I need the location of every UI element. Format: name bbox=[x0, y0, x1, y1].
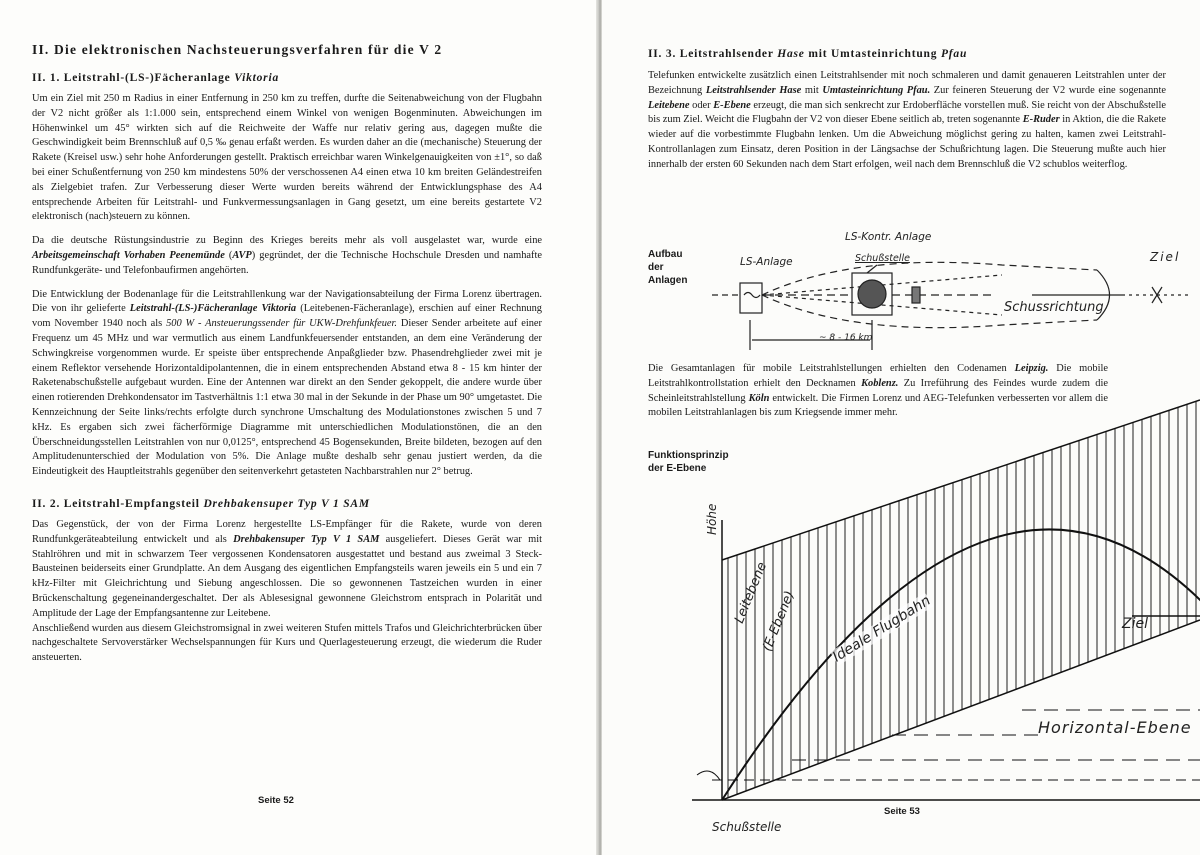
setup-diagram bbox=[702, 225, 1200, 360]
paragraph: Das Gegenstück, der von der Firma Lorenz hergestellte LS-Empfänger für die Rakete, wurde von deren Rundfunkgeräteabteilung entwickelt und als Drehbakensuper Typ V 1 SAM ausgeliefert. Dieses Gerät war mit Stahlröhren und mit in schwarzem Teer vergossenen Kondensatoren ausgestattet und bestand aus zweimal 3 Steck-Bausteinen beiderseits einer Grundplatte. An dem Ausgang des eigentlichen Empfangsteils waren jeweils ein 5 und ein 7 kHz-Filter mit Gleichrichtung und Siebung angeschlossen. Die so gewonnenen Tastzeichen wurden in einer Brückenschaltung gegeneinandergeschaltet. Der als Ablesesignal gewonnene Gleichstrom entsprach in Polarität und Amplitude der Lage der Empfangsantenne zur Leitebene. bbox=[32, 518, 542, 619]
paragraph: Die Entwicklung der Bodenanlage für die Leitstrahllenkung war der Navigationsabteilung der Firma Lorenz übertragen. Die von ihr gelieferte Leitstrahl-(LS-)Fächeranlage Viktoria (Leitebenen-Fächeranlage), erschien auf einer Rechnung vom November 1940 noch als 500 W - Ansteuerungssender für UKW-Drehfunkfeuer. Dieser Sender arbeitete auf einer Frequenz um 45 MHz und war vermutlich aus einem Landfunkfeuersender entstanden, an dem eine Veränderung der Schwingkreise vorgenommen wurde. Er speiste über entsprechende Anpaßglieder bzw. Phasendrehglieder zwei mit je einem Reflektor versehende Horizontaldipolantennen, die in einem entsprechenden Abstand etwa 8 - 15 km hinter der Raketenabschußstelle aufgebaut wurden. Eine der Antennen war direkt an den Sender gekoppelt, die andere wurde über einen rotierenden Drehkondensator im Tastverhältnis 1:1 etwa 30 mal in der Sekunde in der Phase um 90° umgetastet. Die Kennzeichnung der Seite links/rechts erfolgte durch synchrone Umschaltung des Modulationstones zwischen 5 und 7 kHz. Es ergaben sich zwei fächerförmige Diagramme mit unterschiedlichen Modulationstönen, die an den Überschneidungsstellen Leitstrahlen von nur 0,0125°, entsprechend 45 Bogensekunden, Breite bildeten, bezogen auf den Amplitudenunterschied der Modulation von 5%. Die Anlage mußte deshalb sehr genau justiert werden, da die Eindeutigkeit des Hauptleitstrahls gegenüber den seitenverkehrt getasteten Nachbarstrahlen nur 2° betrug. bbox=[32, 288, 542, 478]
page-number-left: Seite 52 bbox=[258, 795, 294, 806]
section-heading-ii-3: II. 3. Leitstrahlsender Hase mit Umtasteinrichtung Pfau bbox=[648, 48, 968, 60]
e-ebene-diagram bbox=[692, 380, 1200, 820]
left-page bbox=[0, 0, 598, 855]
ground-line bbox=[722, 620, 1200, 800]
section-heading-text: II. 1. Leitstrahl-(LS-)Fächeranlage bbox=[32, 72, 231, 84]
label-ls-anlage: LS-Anlage bbox=[740, 256, 793, 268]
left-page-content bbox=[32, 42, 542, 675]
label-schussstelle-top: Schußstelle bbox=[855, 253, 910, 264]
ls-anlage-box bbox=[740, 283, 762, 313]
label-schussstelle: Schußstelle bbox=[712, 820, 782, 834]
paragraph: Die Gesamtanlagen für mobile Leitstrahlstellungen erhielten den Codenamen Leipzig. Die mobile Leitstrahlkontrollstation erhielt den Decknamen Koblenz. Zu Irreführung des Feindes wurde zudem die Scheinleitstrahlstellung Köln entwickelt. Die Firmen Lorenz und AEG-Telefunken verbesserten vor allem die mobilen Leitstrahlanlagen bis zum Kriegsende immer mehr. bbox=[648, 363, 1109, 419]
label-ziel-top: Ziel bbox=[1150, 250, 1181, 264]
paragraph: Anschließend wurden aus diesem Gleichstromsignal in zwei weiteren Stufen mittels Trafos und Gleichrichterbrücken über nachgeschaltete Servoverstärker Wechselspannungen für Kurs und Querlagesteuerung erzeugt, die wiederum die Ruder ansteuerten. bbox=[32, 622, 542, 664]
diagram1-caption: Aufbau der Anlagen bbox=[648, 249, 688, 286]
paragraph: Um ein Ziel mit 250 m Radius in einer Entfernung in 250 km zu treffen, durfte die Seitenabweichung von der Flugbahn der V2 nicht größer als 1:1.000 sein, entsprechend einem Winkel von wenigen Bogenminuten. Abweichungen im Höhenwinkel um 45° wirkten sich auf die Reichweite der Waffe nur relativ gering aus, dagegen mußte die Geschwindigkeit beim Brennschluß auf 0,5 ‰ genau erfaßt werden. Es wurden daher an die (mechanische) Steuerung der Rakete (Kreisel usw.) sehr hohe Anforderungen gestellt. Praktisch erreichbar waren Winkelgenauigkeiten von ±1°, so daß bei einer Schußentfernung von 250 km mindestens 50% der verschossenen A4 einen etwa 10 km breiten Geländestreifen als Zielgebiet trafen. Zur Verbesserung dieser Werte wurden bereits während der Entwicklungsphase des A4 entsprechende Arbeiten für Leitstrahl- und Funkvermessungsanlagen in Gang gesetzt, um eine bereits gestartete V2 elektronisch (nach)steuern zu können. bbox=[32, 93, 542, 223]
paragraph: Telefunken entwickelte zusätzlich einen Leitstrahlsender mit noch schmaleren und damit genaueren Leitstrahlen unter der Bezeichnung Leitstrahlsender Hase mit Umtasteinrichtung Pfau. Zur feineren Steuerung der V2 wurde eine sogenannte Leitebene oder E-Ebene erzeugt, die man sich senkrecht zur Erdoberfläche vorstellen muß. Sie reicht von der Abschußstelle bis zum Ziel. Weicht die Flugbahn der V2 von dieser Ebene seitlich ab, treten sogenannte E-Ruder in Aktion, die die Rakete wieder auf die vorbestimmte Flugbahn lenken. Um die Abweichung möglichst gering zu halten, kamen zwei Leitstrahl-Kontrollanlagen zum Einsatz, deren Position in der Längsachse der Schußrichtung lagen. Die Steuerung mußte auch hier innerhalb der ersten 60 Sekunden nach dem Start erfolgen, weil nach dem Brennschluß die V2 schublos weiterflog. bbox=[648, 70, 1166, 170]
schussstelle-marker bbox=[912, 287, 920, 303]
ideal-trajectory bbox=[722, 529, 1200, 800]
right-page-content bbox=[648, 48, 1166, 182]
section-heading-emphasis: Viktoria bbox=[234, 72, 279, 84]
section-heading-ii-2 bbox=[32, 498, 542, 510]
section-heading-emphasis: Drehbakensuper Typ V 1 SAM bbox=[203, 497, 370, 510]
label-schussrichtung: Schussrichtung bbox=[1004, 300, 1104, 315]
section-heading-ii-1 bbox=[32, 72, 542, 84]
diagram2-caption: Funktionsprinzip der E-Ebene bbox=[648, 450, 729, 474]
label-distance: ~ 8 - 16 km bbox=[819, 333, 873, 343]
leitebene-top-edge bbox=[722, 400, 1200, 560]
label-leitebene: Leitebene bbox=[732, 560, 771, 626]
label-hoehe: Höhe bbox=[705, 503, 719, 535]
chapter-title: II. Die elektronischen Nachsteuerungsverfahren für die V 2 bbox=[32, 42, 443, 57]
section-heading-text: II. 2. Leitstrahl-Empfangsteil bbox=[32, 497, 200, 510]
paragraph: Da die deutsche Rüstungsindustrie zu Beginn des Krieges bereits mehr als voll ausgelastet war, wurde eine Arbeitsgemeinschaft Vorhaben Peenemünde (AVP) gegründet, der die Technische Hochschule Dresden und namhafte Rundfunkgeräte- und Telefonbaufirmen angehörten. bbox=[32, 235, 542, 276]
label-kontroll-anlage: LS-Kontr. Anlage bbox=[845, 231, 932, 243]
page-number-right: Seite 53 bbox=[884, 806, 920, 817]
kontroll-antenna bbox=[858, 280, 886, 308]
label-ziel: Ziel bbox=[1122, 616, 1148, 632]
label-ideale-flugbahn: Ideale Flugbahn bbox=[830, 592, 934, 666]
label-e-ebene: (E-Ebene) bbox=[760, 588, 798, 654]
right-page bbox=[602, 0, 1200, 855]
label-horizontal-ebene: Horizontal-Ebene bbox=[1038, 718, 1192, 737]
